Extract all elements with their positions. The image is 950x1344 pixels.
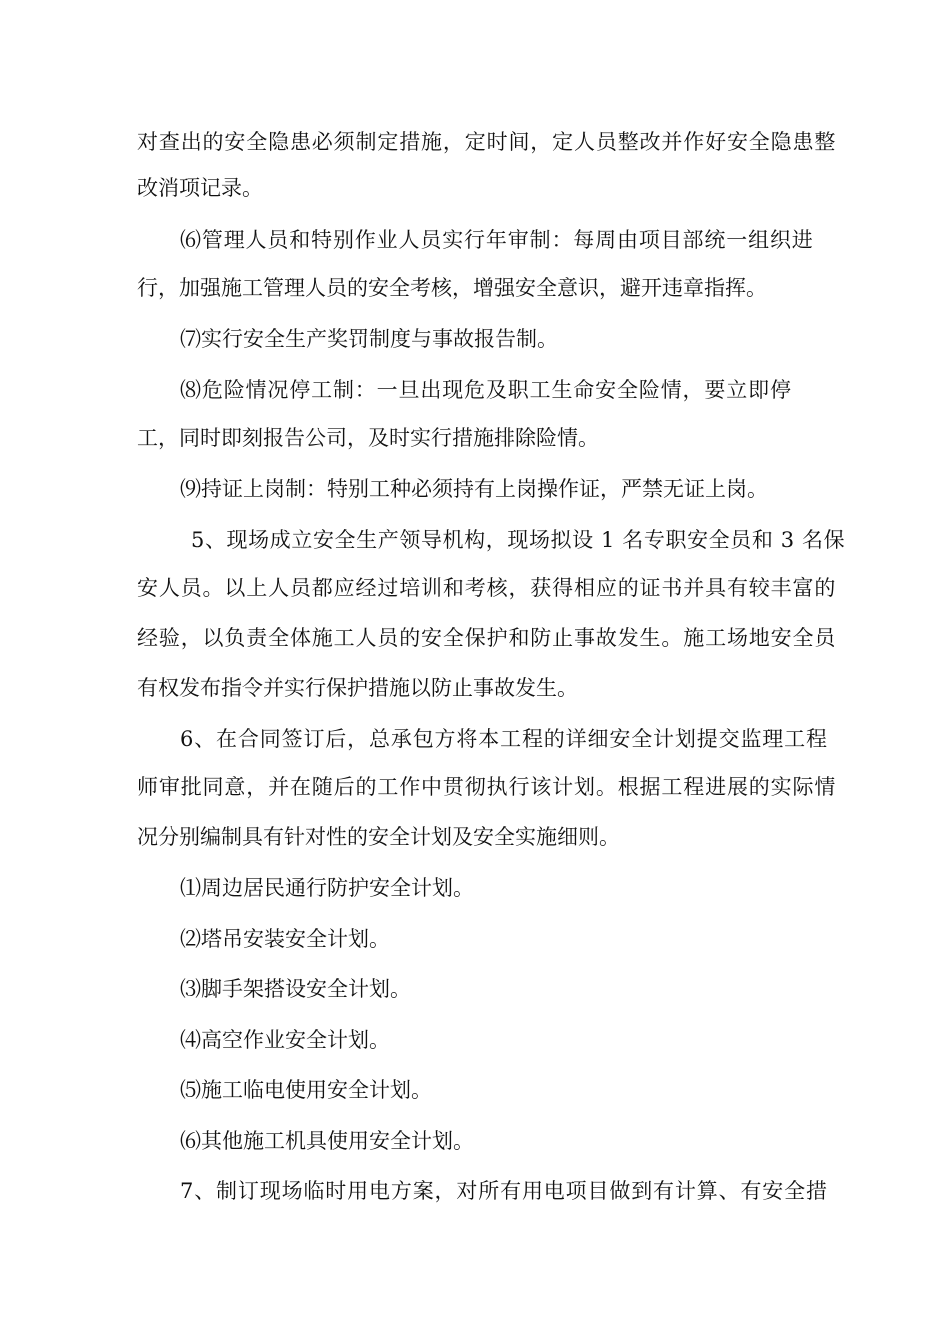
text-line: ⑵塔吊安装安全计划。 <box>180 927 390 951</box>
text-line: 改消项记录。 <box>137 176 263 200</box>
text-line: 7、制订现场临时用电方案，对所有用电项目做到有计算、有安全措 <box>180 1179 828 1203</box>
text-line: ⑷高空作业安全计划。 <box>180 1028 390 1052</box>
text-line: ⑼持证上岗制：特别工种必须持有上岗操作证，严禁无证上岗。 <box>180 477 768 501</box>
text-line: 安人员。以上人员都应经过培训和考核，获得相应的证书并具有较丰富的 <box>137 576 837 600</box>
text-line: ⑺实行安全生产奖罚制度与事故报告制。 <box>180 327 558 351</box>
text-line: 5、现场成立安全生产领导机构，现场拟设 1 名专职安全员和 3 名保 <box>191 528 846 552</box>
text-line: 经验，以负责全体施工人员的安全保护和防止事故发生。施工场地安全员 <box>137 626 837 650</box>
text-line: 行，加强施工管理人员的安全考核，增强安全意识，避开违章指挥。 <box>137 276 767 300</box>
text-line: ⑸施工临电使用安全计划。 <box>180 1078 432 1102</box>
text-line: 师审批同意，并在随后的工作中贯彻执行该计划。根据工程进展的实际情 <box>137 775 837 799</box>
text-line: 6、在合同签订后，总承包方将本工程的详细安全计划提交监理工程 <box>180 727 828 751</box>
text-line: 况分别编制具有针对性的安全计划及安全实施细则。 <box>137 825 620 849</box>
text-line: 对查出的安全隐患必须制定措施，定时间，定人员整改并作好安全隐患整 <box>137 130 837 154</box>
text-line: 工，同时即刻报告公司，及时实行措施排除险情。 <box>137 426 599 450</box>
text-line: ⑻危险情况停工制：一旦出现危及职工生命安全险情，要立即停 <box>180 378 792 402</box>
text-line: ⑶脚手架搭设安全计划。 <box>180 977 411 1001</box>
text-line: ⑹管理人员和特别作业人员实行年审制：每周由项目部统一组织进 <box>180 228 814 252</box>
text-line: ⑹其他施工机具使用安全计划。 <box>180 1129 474 1153</box>
text-line: ⑴周边居民通行防护安全计划。 <box>180 876 474 900</box>
text-line: 有权发布指令并实行保护措施以防止事故发生。 <box>137 676 578 700</box>
